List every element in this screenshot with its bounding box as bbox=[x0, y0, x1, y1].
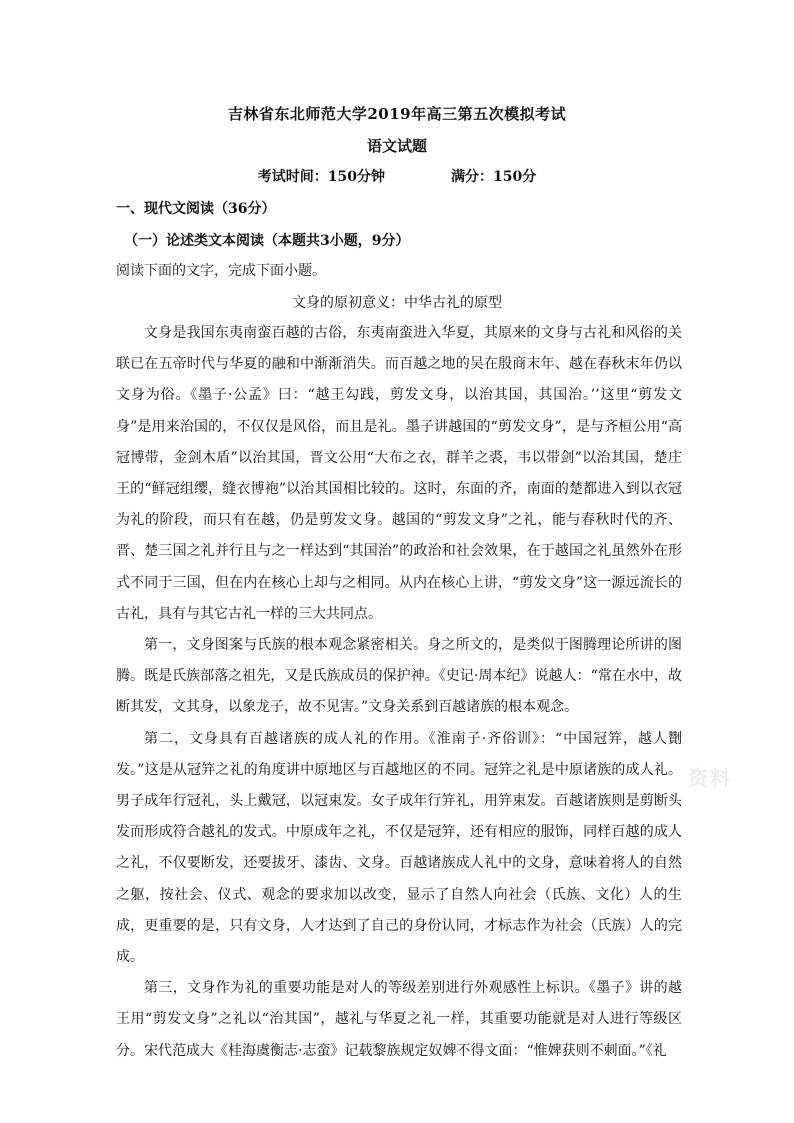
subsection-heading: （一）论述类文本阅读（本题共3小题，9分） bbox=[124, 233, 410, 249]
full-score: 满分：150分 bbox=[451, 169, 537, 185]
exam-title: 吉林省东北师范大学2019年高三第五次模拟考试 bbox=[227, 105, 567, 123]
article-body bbox=[116, 318, 682, 1067]
instruction-text: 阅读下面的文字，完成下面小题。 bbox=[116, 263, 326, 279]
exam-info bbox=[0, 166, 794, 186]
section-heading: 一、现代文阅读（36分） bbox=[116, 201, 276, 217]
paragraph: 文身是我国东夷南蛮百越的古俗，东夷南蛮进入华夏，其原来的文身与古礼和风俗的关联已在五帝时代与华夏的融和中渐渐消失。而百越之地的吴在殷商末年、越在春秋末年仍以文身为俗。《墨子·公孟》曰：“越王勾践，剪发文身，以治其国，其国治。’’这里“剪发文身”是用来治国的，不仅仅是风俗，而且是礼。墨子讲越国的“剪发文身”，是与齐桓公用“高冠博带，金剑木盾”以治其国，晋文公用“大布之衣，群羊之裘，韦以带剑”以治其国，楚庄王的“鲜冠组缨，缝衣博袍”以治其国相比较的。这时，东面的齐，南面的楚都进入到以衣冠为礼的阶段，而只有在越，仍是剪发文身。越国的“剪发文身”之礼，能与春秋时代的齐、晋、楚三国之礼并行且与之一样达到“其国治”的政治和社会效果，在于越国之礼虽然外在形式不同于三国，但在内在核心上却与之相同。从内在核心上讲，“剪发文身”这一源远流长的古礼，具有与其它古礼一样的三大共同点。 bbox=[116, 325, 682, 622]
exam-time: 考试时间：150分钟 bbox=[257, 169, 385, 185]
exam-subtitle: 语文试题 bbox=[366, 137, 427, 155]
watermark: 资料 bbox=[688, 766, 732, 790]
article-title: 文身的原初意义：中华古礼的原型 bbox=[292, 295, 502, 311]
paragraph: 第二，文身具有百越诸族的成人礼的作用。《淮南子·齐俗训》：“中国冠笄，越人劗发。”这是从冠笄之礼的角度讲中原地区与百越地区的不同。冠笄之礼是中原诸族的成人礼。男子成年行冠礼，头上戴冠，以冠束发。女子成年行笄礼，用笄束发。百越诸族则是剪断头发而形成符合越礼的发式。中原成年之礼，不仅是冠笄，还有相应的服饰，同样百越的成人之礼，不仅要断发，还要拔牙、漆齿、文身。百越诸族成人礼中的文身，意味着将人的自然之躯，按社会、仪式、观念的要求加以改变，显示了自然人向社会（氏族、文化）人的生成，更重要的是，只有文身，人才达到了自己的身份认同，才标志作为社会（氏族）人的完成。 bbox=[116, 730, 682, 966]
paragraph: 第三，文身作为礼的重要功能是对人的等级差别进行外观感性上标识。《墨子》讲的越王用“剪发文身”之礼以“治其国”，越礼与华夏之礼一样，其重要功能就是对人进行等级区分。宋代范成大《桂海虞衡志·志蛮》记载黎族规定奴婢不得文面：“惟婢获则不刺面。”《礼 bbox=[116, 980, 682, 1059]
paragraph: 第一，文身图案与氏族的根本观念紧密相关。身之所文的，是类似于图腾理论所讲的图腾。既是氏族部落之祖先，又是氏族成员的保护神。《史记·周本纪》说越人：“常在水中，故断其发，文其身，以象龙子，故不见害。”文身关系到百越诸族的根本观念。 bbox=[116, 637, 682, 716]
